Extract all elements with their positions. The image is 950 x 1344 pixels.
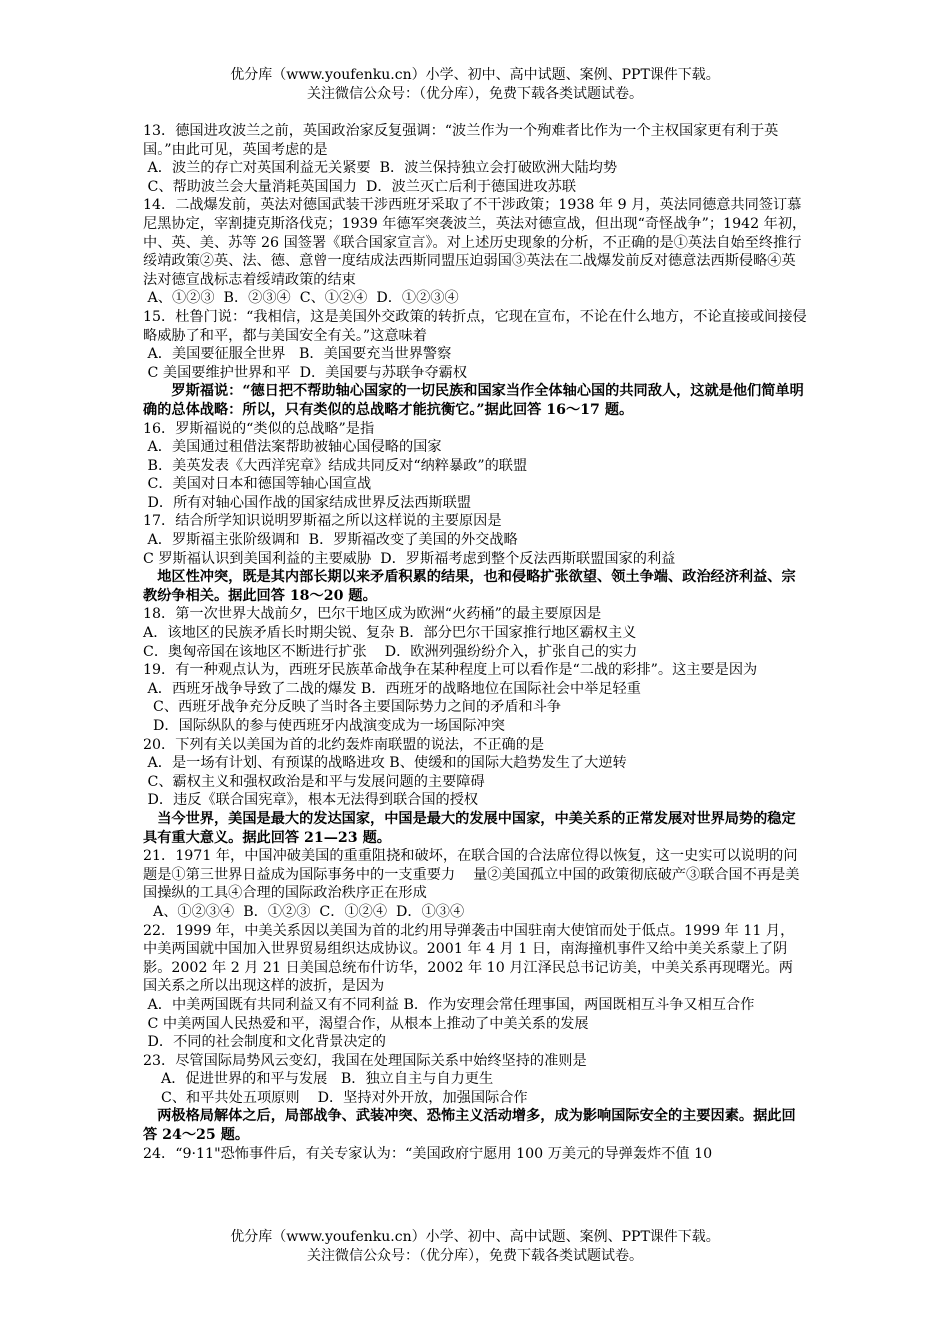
header-line-2: 关注微信公众号：（优分库），免费下载各类试题试卷。 <box>307 86 643 102</box>
footer-line-1: 优分库（www.youfenku.cn）小学、初中、高中试题、案例、PPT课件下载。 <box>230 1229 720 1245</box>
question-15-options-ab: A．美国要征服全世界 B．美国要充当世界警察 <box>143 346 452 363</box>
question-22-stem: 22．1999 年，中美关系因以美国为首的北约用导弹袭击中国驻南大使馆而处于低点。1999 年 11 月，中美两国就中国加入世界贸易组织达成协议。2001 年 4 月 1 日，南海撞机事件又给中美关系蒙上了阴影。2002 年 2 月 21 日美国总统布什访华，2002 年 10 月江泽民总书记访美，中美关系再现曙光。两国关系之所以出现这样的波折，是因为 <box>143 922 795 995</box>
question-16-stem: 16．罗斯福说的“类似的总战略”是指 <box>143 420 375 437</box>
question-13-options-ab: A．波兰的存亡对英国利益无关紧要 B．波兰保持独立会打破欧洲大陆均势 <box>143 160 618 177</box>
material-18-20: 地区性冲突，既是其内部长期以来矛盾积累的结果，也和侵略扩张欲望、领土争端、政治经济利益、宗教纷争相关。据此回答 18～20 题。 <box>143 569 796 604</box>
question-24-stem: 24．“9·11"恐怖事件后，有关专家认为：“美国政府宁愿用 100 万美元的导弹轰炸不值 10 <box>143 1145 713 1162</box>
question-16-option-c: C．美国对日本和德国等轴心国宣战 <box>143 476 372 493</box>
question-22-option-c: C 中美两国人民热爱和平，渴望合作，从根本上推动了中美关系的发展 <box>143 1015 589 1032</box>
question-16-option-d: D．所有对轴心国作战的国家结成世界反法西斯联盟 <box>143 494 472 511</box>
question-19-option-d: D．国际纵队的参与使西班牙内战演变成为一场国际冲突 <box>153 718 505 734</box>
question-18-options-cd: C．奥匈帝国在该地区不断进行扩张 D．欧洲列强纷纷介入，扩张自己的实力 <box>143 643 638 660</box>
question-14-options: A、①②③ B．②③④ C、①②④ D．①②③④ <box>143 290 459 307</box>
footer-line-2: 关注微信公众号：（优分库），免费下载各类试题试卷。 <box>307 1248 643 1264</box>
question-15-stem: 15．杜鲁门说：“我相信，这是美国外交政策的转折点，它现在宣布，不论在什么地方，不论直接或间接侵略威胁了和平，都与美国安全有关。”这意味着 <box>143 308 807 344</box>
material-21-23: 当今世界，美国是最大的发达国家，中国是最大的发展中国家，中美关系的正常发展对世界局势的稳定具有重大意义。据此回答 21—23 题。 <box>143 810 796 846</box>
question-21-options: A、①②③④ B．①②③ C．①②④ D．①③④ <box>153 903 465 920</box>
question-20-option-d: D．违反《联合国宪章》，根本无法得到联合国的授权 <box>143 792 479 809</box>
material-16-17: 罗斯福说：“德日把不帮助轴心国家的一切民族和国家当作全体轴心国的共同敌人，这就是他们简单明确的总体战略：所以，只有类似的总战略才能抗衡它。”据此回答 16～17 题。 <box>143 383 804 418</box>
question-20-option-c: C、霸权主义和强权政治是和平与发展问题的主要障碍 <box>143 773 485 790</box>
question-17-options-ab: A．罗斯福主张阶级调和 B．罗斯福改变了美国的外交战略 <box>143 532 518 549</box>
page-footer <box>0 1228 950 1266</box>
question-22-option-d: D．不同的社会制度和文化背景决定的 <box>143 1034 386 1051</box>
question-21-stem: 21．1971 年，中国冲破美国的重重阻挠和破坏，在联合国的合法席位得以恢复，这一史实可以说明的问题是①第三世界日益成为国际事务中的一支重要力 量②美国孤立中国的政策彻底破产③联合国不再是美国操纵的工具④合理的国际政治秩序正在形成 <box>143 848 800 902</box>
question-20-options-ab: A．是一场有计划、有预谋的战略进攻 B、使缓和的国际大趋势发生了大逆转 <box>143 755 627 772</box>
material-24-25: 两极格局解体之后，局部战争、武装冲突、恐怖主义活动增多，成为影响国际安全的主要因素。据此回答 24～25 题。 <box>143 1108 796 1144</box>
question-13-options-cd: C、帮助波兰会大量消耗英国国力 D．波兰灭亡后利于德国进攻苏联 <box>143 178 577 195</box>
page-header <box>0 66 950 104</box>
question-16-option-b: B．美英发表《大西洋宪章》结成共同反对“纳粹暴政”的联盟 <box>143 457 528 474</box>
question-18-stem: 18．第一次世界大战前夕，巴尔干地区成为欧洲“火药桶”的最主要原因是 <box>143 606 602 623</box>
question-20-stem: 20．下列有关以美国为首的北约轰炸南联盟的说法，不正确的是 <box>143 736 545 753</box>
question-13-stem: 13．德国进攻波兰之前，英国政治家反复强调：“波兰作为一个殉难者比作为一个主权国家更有利于英国。”由此可见，英国考虑的是 <box>143 123 779 158</box>
question-16-option-a: A．美国通过租借法案帮助被轴心国侵略的国家 <box>143 439 442 456</box>
question-18-options-ab: A．该地区的民族矛盾长时期尖锐、复杂 B．部分巴尔干国家推行地区霸权主义 <box>143 625 637 642</box>
question-23-options-ab: A．促进世界的和平与发展 B．独立自主与自力更生 <box>161 1071 494 1088</box>
question-23-stem: 23．尽管国际局势风云变幻，我国在处理国际关系中始终坚持的准则是 <box>143 1052 587 1069</box>
question-19-stem: 19．有一种观点认为，西班牙民族革命战争在某种程度上可以看作是“二战的彩排”。这主要是因为 <box>143 662 758 679</box>
question-19-options-ab: A．西班牙战争导致了二战的爆发 B．西班牙的战略地位在国际社会中举足轻重 <box>143 680 641 697</box>
question-17-stem: 17．结合所学知识说明罗斯福之所以这样说的主要原因是 <box>143 513 502 530</box>
header-line-1: 优分库（www.youfenku.cn）小学、初中、高中试题、案例、PPT课件下载。 <box>230 67 720 83</box>
question-23-options-cd: C、和平共处五项原则 D．坚持对外开放，加强国际合作 <box>161 1089 528 1106</box>
question-15-options-cd: C 美国要维护世界和平 D．美国要与苏联争夺霸权 <box>143 364 468 381</box>
question-22-options-ab: A．中美两国既有共同利益又有不同利益 B．作为安理会常任理事国，两国既相互斗争又相互合作 <box>143 996 755 1013</box>
question-19-option-c: C、西班牙战争充分反映了当时各主要国际势力之间的矛盾和斗争 <box>153 699 562 716</box>
document-body <box>143 122 807 1163</box>
question-17-options-cd: C 罗斯福认识到美国利益的主要威胁 D．罗斯福考虑到整个反法西斯联盟国家的利益 <box>143 550 676 567</box>
question-14-stem: 14．二战爆发前，英法对德国武装干涉西班牙采取了不干涉政策；1938 年 9 月，英法同德意共同签订慕尼黑协定，宰割捷克斯洛伐克；1939 年德军突袭波兰，英法对德宣战，但出现“奇怪战争”；1942 年初，中、英、美、苏等 26 国签署《联合国家宣言》。对上述历史现象的分析，不正确的是①英法自始至终推行绥靖政策②英、法、德、意曾一度结成法西斯同盟压迫弱国③英法在二战爆发前反对德意法西斯侵略④英法对德宣战标志着绥靖政策的结束 <box>143 197 807 288</box>
